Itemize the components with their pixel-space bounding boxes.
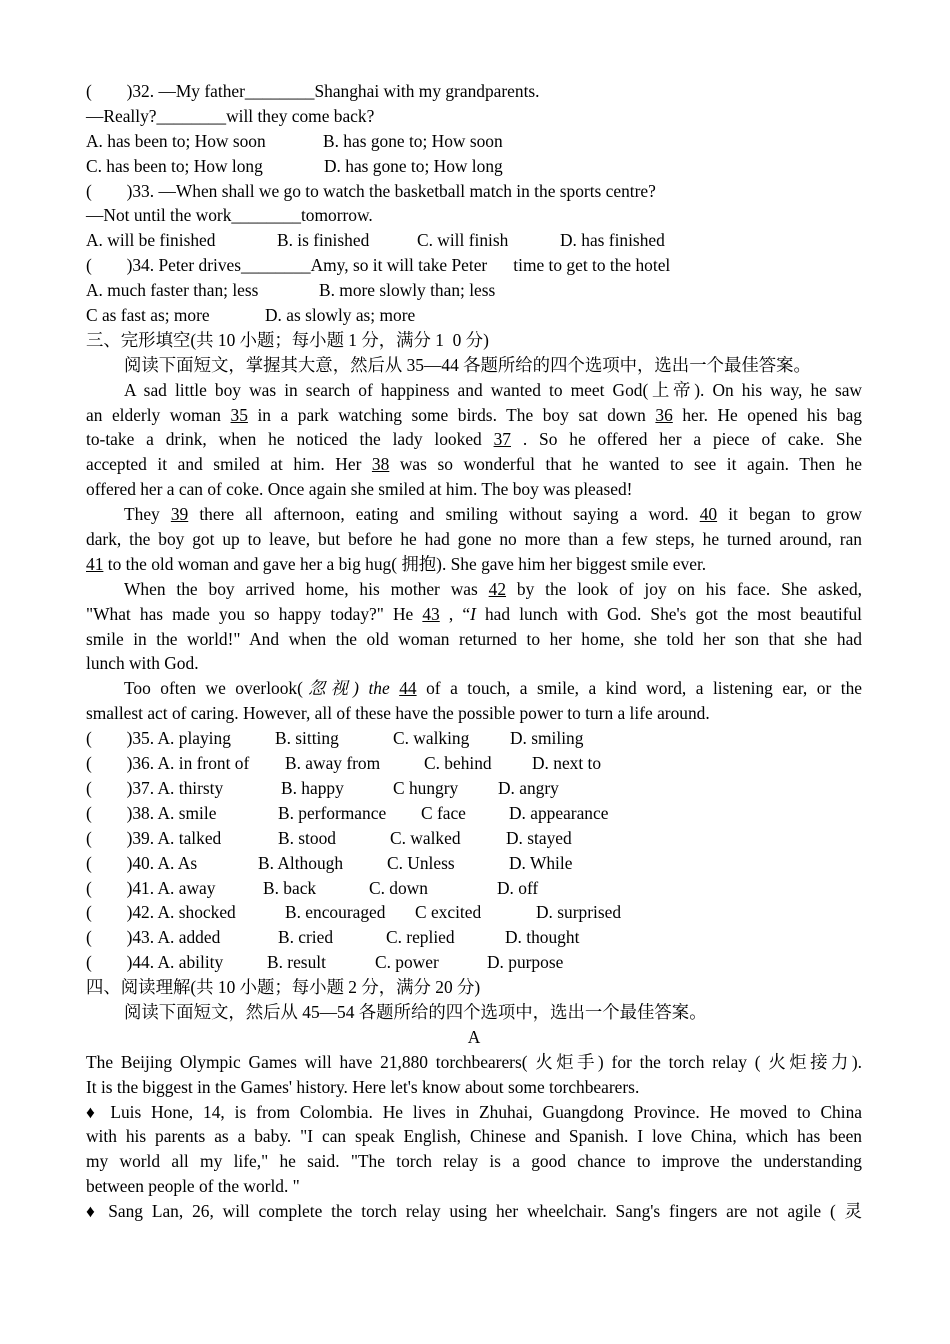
option-b: B. has gone to; How soon <box>323 130 503 151</box>
passage-line: offered her a can of coke. Once again she smiled at him. The boy was pleased! <box>86 479 633 500</box>
cloze-row: ( )39. A. talked B. stood C. walked D. stayed <box>86 827 572 848</box>
passage-line: smallest act of caring. However, all of these have the possible power to turn a life around. <box>86 703 710 724</box>
section-3-heading: 三、完形填空(共 10 小题；每小题 1 分，满分 1 0 分) <box>86 329 489 350</box>
blank-41: 41 <box>86 553 104 574</box>
question-33: ( )33. —When shall we go to watch the basketball match in the sports centre? <box>86 180 656 201</box>
option-c: C as fast as; more <box>86 305 210 326</box>
blank-36: 36 <box>655 404 673 425</box>
cloze-row: ( )40. A. As B. Although C. Unless D. While <box>86 852 573 873</box>
reading-line: It is the biggest in the Games' history. Here let's know about some torchbearers. <box>86 1076 640 1097</box>
cloze-row: ( )42. A. shocked B. encouraged C excited D. surprised <box>86 902 622 923</box>
reading-line: my world all my life," he said. "The torch relay is a good chance to improve the understanding <box>86 1151 862 1172</box>
option-a: A. much faster than; less <box>86 280 259 301</box>
question-32-reply: —Really?________will they come back? <box>86 105 375 126</box>
section-4-heading: 四、阅读理解(共 10 小题；每小题 2 分，满分 20 分) <box>86 977 481 998</box>
passage-line: Too often we overlook(忽视) the 44 of a touch, a smile, a kind word, a listening ear, or the <box>124 678 862 699</box>
passage-line: to-take a drink, when he noticed the lady looked 37 . So he offered her a piece of cake. She <box>86 429 862 450</box>
option-a: A. will be finished <box>86 230 216 251</box>
option-b: B. is finished <box>277 230 370 251</box>
passage-line: accepted it and smiled at him. Her 38 was so wonderful that he wanted to see it again. Then he <box>86 454 862 475</box>
cloze-options <box>86 726 862 975</box>
option-d: D. has gone to; How long <box>324 155 503 176</box>
cloze-row: ( )41. A. away B. back C. down D. off <box>86 877 539 898</box>
blank-42: 42 <box>488 578 507 599</box>
blank-39: 39 <box>170 504 189 525</box>
blank-40: 40 <box>699 504 718 525</box>
reading-line: with his parents as a baby. "I can speak English, Chinese and Spanish. I love China, which has been <box>86 1126 862 1147</box>
passage-line: 41 to the old woman and gave her a big hug( 拥抱). She gave him her biggest smile ever. <box>86 553 707 574</box>
reading-line: between people of the world. " <box>86 1176 300 1197</box>
blank-35: 35 <box>230 404 248 425</box>
option-c: C. will finish <box>417 230 509 251</box>
blank-38: 38 <box>371 454 390 475</box>
passage-line: They 39 there all afternoon, eating and smiling without saying a word. 40 it began to grow <box>124 504 862 525</box>
option-a: A. has been to; How soon <box>86 130 266 151</box>
option-d: D. as slowly as; more <box>265 305 416 326</box>
reading-line: ♦ Luis Hone, 14, is from Colombia. He lives in Zhuhai, Guangdong Province. He moved to China <box>86 1101 862 1122</box>
blank-44: 44 <box>399 678 417 699</box>
reading-line: The Beijing Olympic Games will have 21,880 torchbearers( 火炬手) for the torch relay ( 火炬接力). <box>86 1051 862 1072</box>
cloze-row: ( )44. A. ability B. result C. power D. purpose <box>86 952 564 973</box>
passage-label: A <box>467 1026 481 1047</box>
question-34: ( )34. Peter drives________Amy, so it will take Peter time to get to the hotel <box>86 255 671 276</box>
cloze-row: ( )38. A. smile B. performance C face D. appearance <box>86 802 609 823</box>
exam-page <box>86 79 862 1224</box>
passage-line: A sad little boy was in search of happiness and wanted to meet God(上帝). On his way, he saw <box>124 379 862 400</box>
option-d: D. has finished <box>560 230 665 251</box>
option-c: C. has been to; How long <box>86 155 263 176</box>
cloze-row: ( )36. A. in front of B. away from C. behind D. next to <box>86 753 602 774</box>
cloze-row: ( )43. A. added B. cried C. replied D. thought <box>86 927 580 948</box>
question-32-options-ab <box>86 129 862 154</box>
blank-43: 43 <box>422 603 440 624</box>
cloze-row: ( )35. A. playing B. sitting C. walking D. smiling <box>86 728 584 749</box>
reading-line: ♦ Sang Lan, 26, will complete the torch relay using her wheelchair. Sang's fingers are not agile ( 灵 <box>86 1201 862 1222</box>
passage-line: dark, the boy got up to leave, but before he had gone no more than a few steps, he turned around, ran <box>86 529 862 550</box>
question-32-options-cd <box>86 154 862 179</box>
question-32: ( )32. —My father________Shanghai with my grandparents. <box>86 81 540 101</box>
passage-line: an elderly woman 35 in a park watching some birds. The boy sat down 36 her. He opened his bag <box>86 404 863 425</box>
passage-line: When the boy arrived home, his mother was 42 by the look of joy on his face. She asked, <box>124 578 862 599</box>
question-33-reply: —Not until the work________tomorrow. <box>86 205 373 226</box>
passage-line: lunch with God. <box>86 653 199 674</box>
question-33-options <box>86 228 862 253</box>
option-b: B. more slowly than; less <box>319 280 496 301</box>
passage-line: smile in the world!" And when the old woman returned to her home, she told her son that she had <box>86 628 862 649</box>
section-4-instruction: 阅读下面短文，然后从 45—54 各题所给的四个选项中，选出一个最佳答案。 <box>124 1001 707 1022</box>
question-34-options-cd <box>86 303 862 328</box>
cloze-row: ( )37. A. thirsty B. happy C hungry D. angry <box>86 777 559 798</box>
blank-37: 37 <box>493 429 511 450</box>
section-3-instruction: 阅读下面短文，掌握其大意，然后从 35—44 各题所给的四个选项中，选出一个最佳答案。 <box>124 354 811 375</box>
passage-line: "What has made you so happy today?" He 43 , “I had lunch with God. She's got the most beautiful <box>86 603 862 624</box>
question-34-options-ab <box>86 278 862 303</box>
